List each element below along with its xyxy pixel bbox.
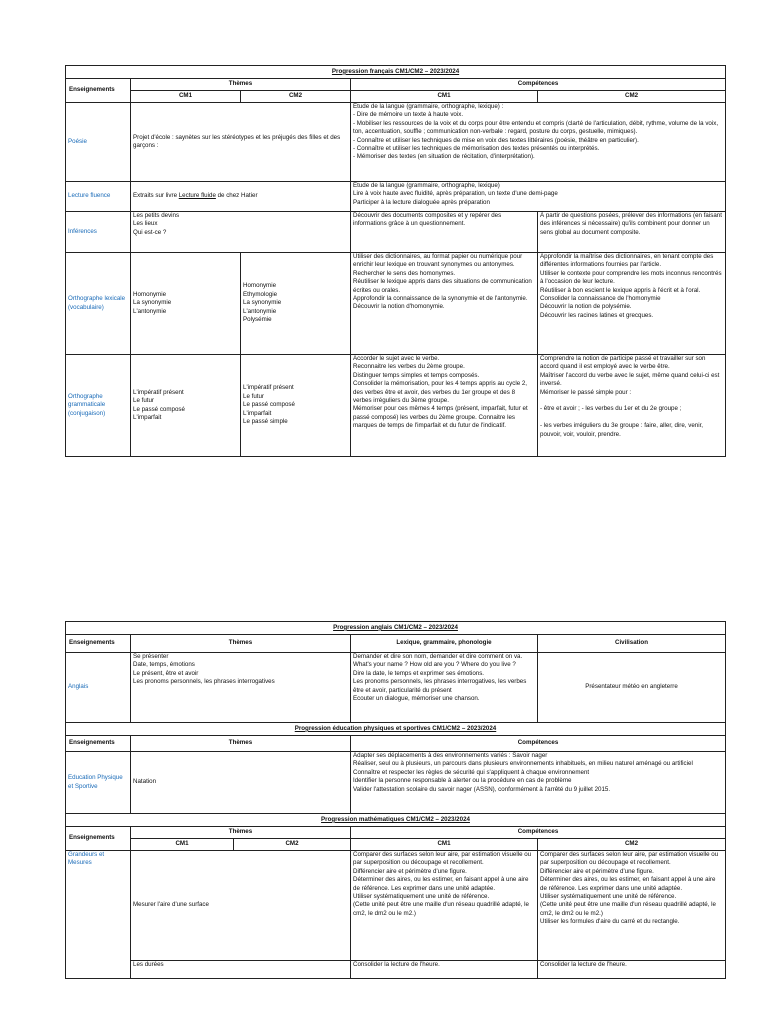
table-row (66, 961, 726, 979)
table-row (66, 355, 726, 457)
col-enseignements: Enseignements (66, 79, 131, 103)
comp-aire-cm2: Comparer des surfaces selon leur aire, par estimation visuelle ou par superposition ou découpage et recollement. Différencier aire et périmètre d'une figure. Déterminer des aires, ou les estimer, en faisant appel à une aire de référence. Les exprimer dans une unité adaptée. Utiliser systématiquement une unité de référence. (Cette unité peut être une maille d'un réseau quadrillé adapté, le cm2, le dm2 ou le m2.) Utiliser les formules d'aire du carré et du rectangle. (538, 851, 726, 961)
col-competences: Compétences (351, 736, 726, 752)
comp-lecture-fluence: Etude de la langue (grammaire, orthographe, lexique) Lire à voix haute avec fluidité, après préparation, un texte d'une demi-page Participer à la lecture dialoguée après préparation (351, 182, 726, 212)
col-competences: Compétences (351, 827, 726, 839)
lexique-anglais: Demander et dire son nom, demander et dire comment on va. What's your name ? How old are you ? Where do you live ? Dire la date, le temps et exprimer ses émotions. Les pronoms personnels, les phrases interrogatives, les verbes être et avoir, particularité du présent Ecouter un dialogue, mémoriser une chanson. (351, 653, 538, 723)
col-competences: Compétences (351, 79, 726, 91)
theme-inferences: Les petits devins Les lieux Qui est-ce ? (131, 212, 351, 253)
theme-suffix: de chez Hatier (215, 192, 258, 200)
anglais-caption: Progression anglais CM1/CM2 – 2023/2024 (66, 622, 726, 635)
col-themes: Thèmes (131, 79, 351, 91)
competences-eps: Adapter ses déplacements à des environnements variés : Savoir nager Réaliser, seul ou à plusieurs, un parcours dans plusieurs environnements inhabituels, en milieu naturel aménagé ou artificiel Connaître et respecter les règles de sécurité qui s'appliquent à chaque environnement Identifier la personne responsable à alerter ou la procédure en cas de problème Valider l'attestation scolaire du savoir nager (ASSN), conformément à l'arrêté du 9 juillet 2015. (351, 752, 726, 814)
subject-inferences: Inférences (66, 212, 131, 253)
comp-poesie: Etude de la langue (grammaire, orthographe, lexique) : - Dire de mémoire un texte à haute voix. - Mobiliser les ressources de la voix et du corps pour être entendu et compris (clarté de l'articulation, débit, rythme, volume de la voix, ton, accentuation, souffle ; communication non-verbale : regard, posture du corps, gestuelle, mimiques). - Connaître et utiliser les techniques de mise en voix des textes littéraires (poésie, théâtre en particulier). - Connaître et utiliser les techniques de mémorisation des textes présentés ou interprétés. - Mémoriser des textes (en situation de récitation, d'interprétation). (351, 103, 726, 182)
col-themes: Thèmes (131, 827, 351, 839)
col-enseignements: Enseignements (66, 827, 131, 851)
comp-inferences-cm2: À partir de questions posées, prélever des informations (en faisant des inférences si nécessaire) qu'ils combinent pour donner un sens global au document composite. (538, 212, 726, 253)
table-row (66, 253, 726, 355)
theme-poesie: Projet d'école : saynètes sur les stéréotypes et les préjugés des filles et des garçons : (131, 103, 351, 182)
col-comp-cm1: CM1 (351, 91, 538, 103)
theme-grammaticale-cm2: L'impératif présent Le futur Le passé composé L'imparfait Le passé simple (241, 355, 351, 457)
col-enseignements: Enseignements (66, 736, 131, 752)
eps-caption: Progression éducation physiques et sportives CM1/CM2 – 2023/2024 (66, 723, 726, 736)
subject-poesie: Poésie (66, 103, 131, 182)
theme-lecture-fluence (131, 182, 351, 212)
themes-anglais: Se présenter Date, temps, émotions Le présent, être et avoir Les pronoms personnels, les phrases interrogatives (131, 653, 351, 723)
maths-caption: Progression mathématiques CM1/CM2 – 2023/2024 (66, 814, 726, 827)
col-lexique: Lexique, grammaire, phonologie (351, 635, 538, 653)
civilisation-anglais: Présentateur météo en angleterre (538, 653, 726, 723)
table-row (66, 212, 726, 253)
col-civilisation: Civilisation (538, 635, 726, 653)
theme-aire: Mesurer l'aire d'une surface (131, 851, 351, 961)
comp-durees-cm1: Consolider la lecture de l'heure. (351, 961, 538, 979)
theme-lexicale-cm1: Homonymie La synonymie L'antonymie (131, 253, 241, 355)
subject-lecture-fluence: Lecture fluence (66, 182, 131, 212)
table-row (66, 182, 726, 212)
col-themes-cm1: CM1 (131, 91, 241, 103)
theme-grammaticale-cm1: L'impératif présent Le futur Le passé composé L'imparfait (131, 355, 241, 457)
francais-caption: Progression français CM1/CM2 – 2023/2024 (66, 66, 726, 79)
col-comp-cm2: CM2 (538, 839, 726, 851)
col-comp-cm1: CM1 (351, 839, 538, 851)
comp-durees-cm2: Consolider la lecture de l'heure. (538, 961, 726, 979)
comp-grammaticale-cm2: Comprendre la notion de participe passé et travailler sur son accord quand il est employé avec le verbe être. Maîtriser l'accord du verbe avec le sujet, même quand celui-ci est inversé. Mémoriser le passé simple pour : - être et avoir ; - les verbes du 1er et du 2e groupe ; - les verbes irréguliers du 3e groupe : faire, aller, dire, venir, pouvoir, voir, vouloir, prendre. (538, 355, 726, 457)
col-themes-cm2: CM2 (234, 839, 351, 851)
col-themes-cm1: CM1 (131, 839, 234, 851)
table-francais (65, 65, 726, 457)
table-row (66, 103, 726, 182)
theme-durees: Les durées (131, 961, 351, 979)
comp-grammaticale-cm1: Accorder le sujet avec le verbe. Reconnaitre les verbes du 2ème groupe. Distinguer temps simples et temps composés. Consolider la mémorisation, pour les 4 temps appris au cycle 2, des verbes être et avoir, des verbes du 1er groupe et des 8 verbes irréguliers du 3ème groupe. Mémoriser pour ces mêmes 4 temps (présent, imparfait, futur et passé composé) les verbes du 2ème groupe. Connaitre les marques de temps de l'imparfait et du futur de l'indicatif. (351, 355, 538, 457)
col-themes-cm2: CM2 (241, 91, 351, 103)
table-row (66, 752, 726, 814)
col-themes: Thèmes (131, 736, 351, 752)
themes-eps: Natation (131, 752, 351, 814)
comp-lexicale-cm1: Utiliser des dictionnaires, au format papier ou numérique pour enrichir leur lexique en trouvant synonymes ou antonymes. Rechercher le sens des homonymes. Réutiliser le lexique appris dans des situations de communication écrites ou orales. Approfondir la connaissance de la synonymie et de l'antonymie. Découvrir la notion d'homonymie. (351, 253, 538, 355)
subject-grandeurs-mesures: Grandeurs et Mesures (66, 851, 131, 979)
theme-lexicale-cm2: Homonymie Ethymologie La synonymie L'antonymie Polysémie (241, 253, 351, 355)
col-enseignements: Enseignements (66, 635, 131, 653)
subject-orthographe-grammaticale: Orthographe grammaticale (conjugaison) (66, 355, 131, 457)
comp-inferences-cm1: Découvrir des documents composites et y repérer des informations grâce à un questionnement. (351, 212, 538, 253)
subject-eps: Education Physique et Sportive (66, 752, 131, 814)
book-title: Lecture fluide (178, 192, 216, 200)
comp-aire-cm1: Comparer des surfaces selon leur aire, par estimation visuelle ou par superposition ou découpage et recollement. Différencier aire et périmètre d'une figure. Déterminer des aires, ou les estimer, en faisant appel à une aire de référence. Les exprimer dans une unité adaptée. Utiliser systématiquement une unité de référence. (Cette unité peut être une maille d'un réseau quadrillé adapté, le cm2, le dm2 ou le m2.) (351, 851, 538, 961)
table-row (66, 851, 726, 961)
table-anglais-eps-maths (65, 621, 726, 979)
col-comp-cm2: CM2 (538, 91, 726, 103)
comp-lexicale-cm2: Approfondir la maîtrise des dictionnaires, en tenant compte des différentes informations fournies par l'article. Utiliser le contexte pour comprendre les mots inconnus rencontrés à l'occasion de leur lecture. Réutiliser à bon escient le lexique appris à l'écrit et à l'oral. Consolider la connaissance de l'homonymie Découvrir la notion de polysémie. Découvrir les racines latines et grecques. (538, 253, 726, 355)
table-row (66, 653, 726, 723)
col-themes: Thèmes (131, 635, 351, 653)
theme-prefix: Extraits sur livre (133, 192, 179, 200)
subject-orthographe-lexicale: Orthographe lexicale (vocabulaire) (66, 253, 131, 355)
subject-anglais: Anglais (66, 653, 131, 723)
